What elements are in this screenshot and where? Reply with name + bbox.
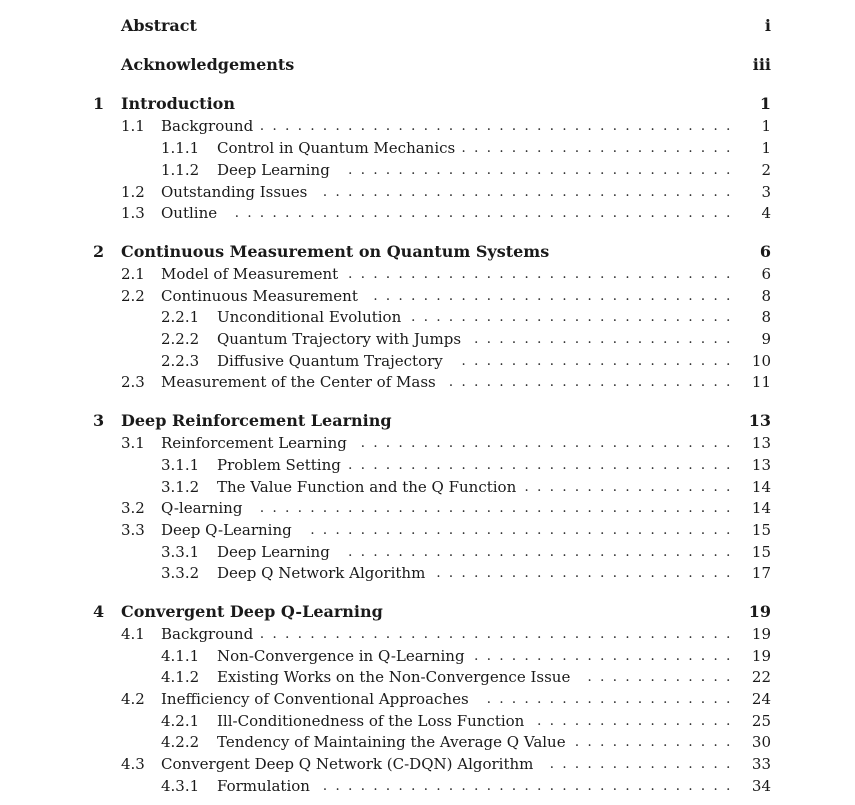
toc-entry[interactable] [0,410,855,432]
toc-entry[interactable] [0,476,855,498]
dot-leader: . . . . . . . . . . . . . . . . . . . . . . . . . . . . . . . [348,457,731,473]
toc-entry-title: Convergent Deep Q Network (C-DQN) Algorithm [161,755,534,773]
toc-entry-page: 11 [751,373,771,391]
toc-entry-title: Problem Setting [217,456,341,474]
toc-entry-title: Continuous Measurement [161,287,358,305]
toc-entry-page: 1 [761,139,771,157]
toc-entry-number: 2.2.3 [161,352,200,370]
toc-entry[interactable] [0,601,855,623]
dot-leader: . . . . . . . . . . . . . . . . . . . . . . . . . . . . . . . [348,162,731,178]
toc-entry-number: 2.3 [121,373,145,391]
toc-entry-title: Non-Convergence in Q-Learning [217,647,465,665]
toc-entry-title: Existing Works on the Non-Convergence Issue [217,668,571,686]
toc-entry-title: Abstract [121,16,197,35]
toc-entry-number: 3.3 [121,521,145,539]
toc-entry-title: Outline [161,204,218,222]
toc-entry[interactable] [0,137,855,159]
toc-entry-number: 3 [93,411,105,430]
toc-entry-number: 4.2.2 [161,733,200,751]
toc-entry[interactable] [0,371,855,393]
toc-entry-page: 13 [748,411,771,430]
toc-entry-page: 4 [761,204,771,222]
toc-entry-title: Deep Learning [217,543,330,561]
toc-entry-page: 19 [751,625,771,643]
toc-entry[interactable] [0,562,855,584]
toc-entry-title: Quantum Trajectory with Jumps [217,330,462,348]
toc-entry[interactable] [0,645,855,667]
toc-entry-title: Convergent Deep Q-Learning [121,602,383,621]
toc-entry-page: 15 [751,521,771,539]
toc-entry[interactable] [0,753,855,775]
toc-entry-page: 8 [761,287,771,305]
toc-entry-title: Deep Learning [217,161,330,179]
toc-entry-page: 10 [751,352,771,370]
toc-entry[interactable] [0,519,855,541]
toc-entry-number: 3.1.2 [161,478,200,496]
toc-entry[interactable] [0,775,855,797]
dot-leader: . . . . . . . . . . . . . . . . . . . . . . . . . . . . . . . . . . . . . . [259,118,731,134]
dot-leader: . . . . . . . . . . . . . . . . . . . . . . . . . . . . . . . [348,266,731,282]
dot-leader: . . . . . . . . . . . . . . . . . [524,479,731,495]
toc-entry[interactable] [0,497,855,519]
toc-entry-page: 33 [751,755,771,773]
toc-entry-number: 1 [93,94,105,113]
dot-leader: . . . . . . . . . . . . . . . [549,756,731,772]
toc-entry-number: 4.1 [121,625,145,643]
toc-entry-title: Model of Measurement [161,265,339,283]
toc-entry-number: 1.1 [121,117,145,135]
toc-entry-title: Background [161,117,254,135]
toc-entry-number: 4.2.1 [161,712,200,730]
toc-entry-page: 2 [761,161,771,179]
toc-entry[interactable] [0,541,855,563]
toc-entry[interactable] [0,54,855,76]
dot-leader: . . . . . . . . . . . . . . . . . . . . . . . . . . . . . . . . . [322,778,731,794]
dot-leader: . . . . . . . . . . . . . . . . . . . . . . [461,353,731,369]
dot-leader: . . . . . . . . . . . . . . . . . . . . . . . . . . [411,309,731,325]
toc-entry-page: 8 [761,308,771,326]
toc-entry-title: Measurement of the Center of Mass [161,373,436,391]
toc-entry-page: iii [752,55,771,74]
toc-entry-title: Unconditional Evolution [217,308,402,326]
dot-leader: . . . . . . . . . . . . . . . . . . . . . . . . . . . . . . . . . [322,184,731,200]
dot-leader: . . . . . . . . . . . . . . . . . . . . . . . . . . . . . . . . . . [310,522,731,538]
dot-leader: . . . . . . . . . . . . . . . . [537,713,731,729]
toc-entry-title: Outstanding Issues [161,183,308,201]
toc-entry-number: 4.3 [121,755,145,773]
dot-leader: . . . . . . . . . . . . . . . . . . . . . . . . . . . . . . . . . . . . . . [259,626,731,642]
toc-entry-page: 14 [751,499,771,517]
toc-entry-page: 15 [751,543,771,561]
toc-entry-number: 2.2.1 [161,308,200,326]
toc-entry-page: 24 [751,690,771,708]
toc-entry-title: Deep Reinforcement Learning [121,411,392,430]
toc-entry-title: Tendency of Maintaining the Average Q Value [217,733,566,751]
toc-entry[interactable] [0,306,855,328]
toc-entry-page: 3 [761,183,771,201]
dot-leader: . . . . . . . . . . . . . . . . . . . . . [474,331,731,347]
toc-entry-page: 6 [759,242,771,261]
toc-entry-title: Deep Q-Learning [161,521,292,539]
dot-leader: . . . . . . . . . . . . . [574,734,731,750]
toc-entry-page: 34 [751,777,771,795]
toc-entry-number: 2.2 [121,287,145,305]
toc-entry[interactable] [0,623,855,645]
toc-entry-number: 2 [93,242,105,261]
toc-entry-number: 4.2 [121,690,145,708]
toc-entry-title: Ill-Conditionedness of the Loss Function [217,712,525,730]
toc-entry-number: 1.1.2 [161,161,200,179]
toc-entry-title: Introduction [121,94,235,113]
toc-entry-number: 3.3.2 [161,564,200,582]
dot-leader: . . . . . . . . . . . . . . . . . . . . . . . . . . . . . . . [348,544,731,560]
toc-entry[interactable] [0,350,855,372]
toc-entry-page: 19 [751,647,771,665]
toc-entry[interactable] [0,93,855,115]
toc-entry[interactable] [0,454,855,476]
dot-leader: . . . . . . . . . . . . . . . . . . . . . . [461,140,731,156]
dot-leader: . . . . . . . . . . . . [587,669,731,685]
toc-entry-page: 22 [751,668,771,686]
toc-entry[interactable] [0,181,855,203]
toc-entry[interactable] [0,710,855,732]
toc-entry-number: 4.3.1 [161,777,200,795]
toc-entry-page: 25 [751,712,771,730]
dot-leader: . . . . . . . . . . . . . . . . . . . . . . . . . . . . . . . . . . . . . . [259,500,731,516]
toc-entry[interactable] [0,731,855,753]
toc-entry-page: 13 [751,434,771,452]
toc-entry-number: 3.1.1 [161,456,200,474]
toc-entry-number: 4.1.1 [161,647,200,665]
toc-entry[interactable] [0,285,855,307]
toc-entry-title: Control in Quantum Mechanics [217,139,456,157]
toc-entry-page: i [764,16,771,35]
dot-leader: . . . . . . . . . . . . . . . . . . . . . . . . . . . . . . [360,435,731,451]
toc-entry-page: 1 [761,117,771,135]
toc-entry-page: 30 [751,733,771,751]
toc-entry-page: 19 [748,602,771,621]
toc-entry-title: Formulation [217,777,310,795]
toc-entry-title: Inefficiency of Conventional Approaches [161,690,469,708]
toc-entry-page: 13 [751,456,771,474]
toc-entry[interactable] [0,688,855,710]
toc-entry[interactable] [0,241,855,263]
toc-entry[interactable] [0,202,855,224]
toc-entry[interactable] [0,15,855,37]
toc-entry-number: 2.1 [121,265,145,283]
toc-entry-title: Acknowledgements [121,55,295,74]
toc-entry-number: 1.3 [121,204,145,222]
toc-entry[interactable] [0,666,855,688]
toc-entry-title: Diffusive Quantum Trajectory [217,352,443,370]
toc-entry-page: 1 [759,94,771,113]
toc-entry-page: 17 [751,564,771,582]
toc-entry-number: 1.1.1 [161,139,200,157]
dot-leader: . . . . . . . . . . . . . . . . . . . . . . . . [436,565,731,581]
dot-leader: . . . . . . . . . . . . . . . . . . . . . . . . . . . . . [373,288,731,304]
dot-leader: . . . . . . . . . . . . . . . . . . . . . . . [448,374,731,390]
toc-entry-number: 1.2 [121,183,145,201]
toc-entry-title: Reinforcement Learning [161,434,347,452]
dot-leader: . . . . . . . . . . . . . . . . . . . . . . . . . . . . . . . . . . . . . . . . [234,205,731,221]
toc-entry-number: 3.3.1 [161,543,200,561]
toc-entry-page: 14 [751,478,771,496]
toc-entry-title: Deep Q Network Algorithm [217,564,426,582]
toc-entry[interactable] [0,115,855,137]
toc-entry-title: Q-learning [161,499,243,517]
toc-entry-title: Background [161,625,254,643]
toc-entry-page: 6 [761,265,771,283]
toc-entry-page: 9 [761,330,771,348]
toc-entry-title: The Value Function and the Q Function [217,478,517,496]
toc-entry[interactable] [0,328,855,350]
toc-entry-number: 4 [93,602,105,621]
toc-entry-number: 2.2.2 [161,330,200,348]
dot-leader: . . . . . . . . . . . . . . . . . . . . [486,691,731,707]
toc-entry-title: Continuous Measurement on Quantum Systems [121,242,550,261]
toc-entry-number: 3.1 [121,434,145,452]
toc-entry[interactable] [0,263,855,285]
toc-entry-number: 3.2 [121,499,145,517]
dot-leader: . . . . . . . . . . . . . . . . . . . . . [474,648,731,664]
toc-entry-number: 4.1.2 [161,668,200,686]
toc-entry[interactable] [0,432,855,454]
toc-entry[interactable] [0,159,855,181]
